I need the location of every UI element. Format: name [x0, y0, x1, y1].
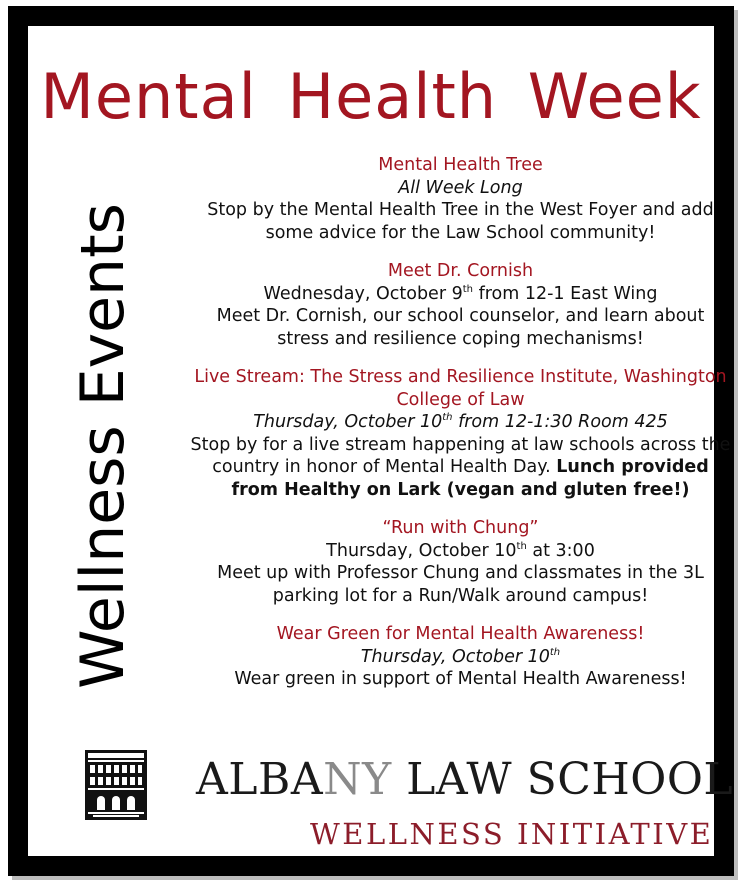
event-description: Stop by for a live stream happening at law schools across the country in honor of Mental Health Day. Lunch provided from Healthy on Lark (vegan and gluten free!) [190, 434, 731, 500]
event-meet-dr-cornish [188, 260, 733, 350]
event-mental-health-tree [188, 154, 733, 244]
side-heading: Wellness Events [68, 203, 138, 689]
event-when: All Week Long [398, 177, 523, 198]
event-description: Stop by the Mental Health Tree in the West Foyer and add some advice for the Law School community! [207, 200, 714, 243]
page-title: Mental Health Week [40, 60, 702, 133]
event-when: Wednesday, October 9th from 12-1 East Wing [263, 283, 658, 304]
event-description: Meet up with Professor Chung and classmates in the 3L parking lot for a Run/Walk around campus! [217, 563, 704, 606]
event-title: Mental Health Tree [378, 155, 543, 175]
event-title: Live Stream: The Stress and Resilience Institute, Washington College of Law [194, 367, 727, 410]
event-description: Wear green in support of Mental Health Awareness! [234, 669, 687, 689]
event-description: Meet Dr. Cornish, our school counselor, and learn about stress and resilience coping mechanisms! [216, 306, 705, 349]
event-when: Thursday, October 10th at 3:00 [326, 540, 595, 561]
event-title: Wear Green for Mental Health Awareness! [276, 624, 645, 644]
event-wear-green [188, 623, 733, 691]
event-description-bold: Lunch provided from Healthy on Lark (vegan and gluten free!) [231, 457, 709, 500]
event-when: Thursday, October 10th from 12-1:30 Room 425 [253, 412, 668, 432]
school-name: ALBANY LAW SCHOOL [196, 754, 734, 805]
event-live-stream [188, 366, 733, 501]
side-heading-wrap [63, 181, 143, 711]
event-title: “Run with Chung” [382, 518, 539, 538]
school-building-logo [85, 750, 147, 824]
event-run-with-chung [188, 517, 733, 607]
event-when: Thursday, October 10th [360, 646, 561, 667]
events-list [188, 154, 733, 707]
event-title: Meet Dr. Cornish [387, 261, 534, 281]
wellness-initiative: WELLNESS INITIATIVE [310, 817, 714, 851]
